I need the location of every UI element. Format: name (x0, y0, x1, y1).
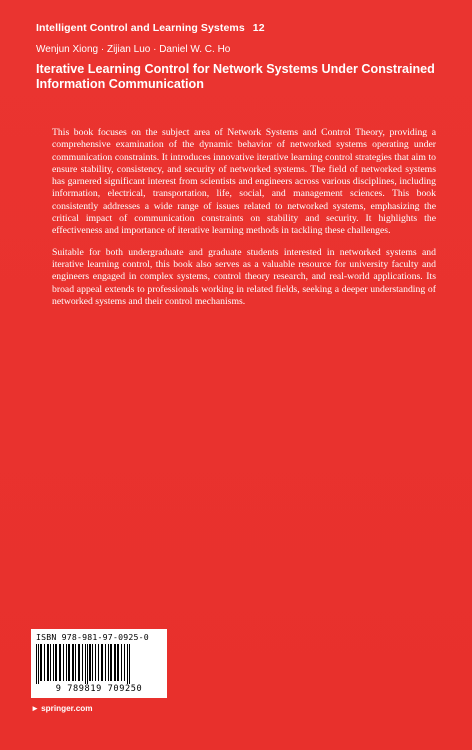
series-volume: 12 (252, 22, 265, 34)
barcode-bar (92, 644, 93, 681)
description-paragraph-2: Suitable for both undergraduate and graduate students interested in networked systems and iterative learning control, this book also serves as a valuable resource for university faculty and engineers engaged in complex systems, control theory research, and real-world applications. Its broad appeal extends to professionals working in related fields, seeking a deeper understanding of networked systems and their control mechanisms. (52, 246, 436, 307)
barcode-bar (95, 644, 96, 681)
barcode-bar (50, 644, 51, 681)
series-line (36, 22, 265, 34)
book-title: Iterative Learning Control for Network Systems Under Constrained Information Communication (36, 62, 435, 91)
barcode-bar (68, 644, 70, 681)
barcode-bar (53, 644, 54, 681)
barcode-bar (66, 644, 67, 681)
barcode-bar (85, 644, 86, 684)
barcode-bar (129, 644, 130, 684)
barcode-bar (72, 644, 74, 681)
barcode-bar (98, 644, 99, 681)
barcode-bar (40, 644, 42, 681)
barcode-bar (89, 644, 91, 681)
arrow-icon: ► (31, 704, 40, 713)
barcode-bar (36, 644, 37, 684)
barcode-bar (108, 644, 109, 681)
barcode-bar (44, 644, 45, 681)
barcode-bar (121, 644, 122, 681)
barcode-bar (38, 644, 39, 684)
description-paragraph-1: This book focuses on the subject area of Network Systems and Control Theory, providing a comprehensive examination of the dynamic behavior of networked systems operating under communication constraints. It introduces innovative iterative learning control strategies that aim to ensure stability, consistency, and security of networked systems. The field of networked systems has garnered significant interest from scientists and engineers across various disciplines, including information, electrical, transportation, life, social, and management sciences. This book consistently addresses a wide range of issues related to networked systems, emphasizing the critical impact of communication constraints on stability and security. It highlights the effectiveness and importance of iterative learning methods in tackling these challenges. (52, 127, 436, 237)
barcode-panel (31, 629, 167, 698)
publisher-link[interactable] (31, 704, 93, 713)
barcode-bar (75, 644, 76, 681)
barcode-bar (59, 644, 61, 681)
barcode-bar (47, 644, 49, 681)
series-name: Intelligent Control and Learning Systems (36, 22, 245, 34)
barcode-bar (101, 644, 103, 681)
barcode-bar (117, 644, 119, 681)
publisher-url: springer.com (41, 704, 93, 713)
barcode-bar (105, 644, 106, 681)
authors: Wenjun Xiong · Zijian Luo · Daniel W. C. Ho (36, 44, 231, 55)
barcode-bar (110, 644, 112, 681)
barcode-bar (114, 644, 116, 681)
barcode-bar (124, 644, 125, 681)
book-description (52, 127, 436, 317)
isbn-label: ISBN 978-981-97-0925-0 (36, 632, 149, 642)
barcode-bar (82, 644, 83, 681)
barcode-image (34, 644, 164, 684)
barcode-bar (63, 644, 64, 681)
barcode-bar (55, 644, 57, 681)
barcode-bar (78, 644, 80, 681)
barcode-bar (87, 644, 88, 684)
barcode-digits: 9 789819 709250 (55, 684, 143, 694)
barcode-bar (127, 644, 128, 684)
